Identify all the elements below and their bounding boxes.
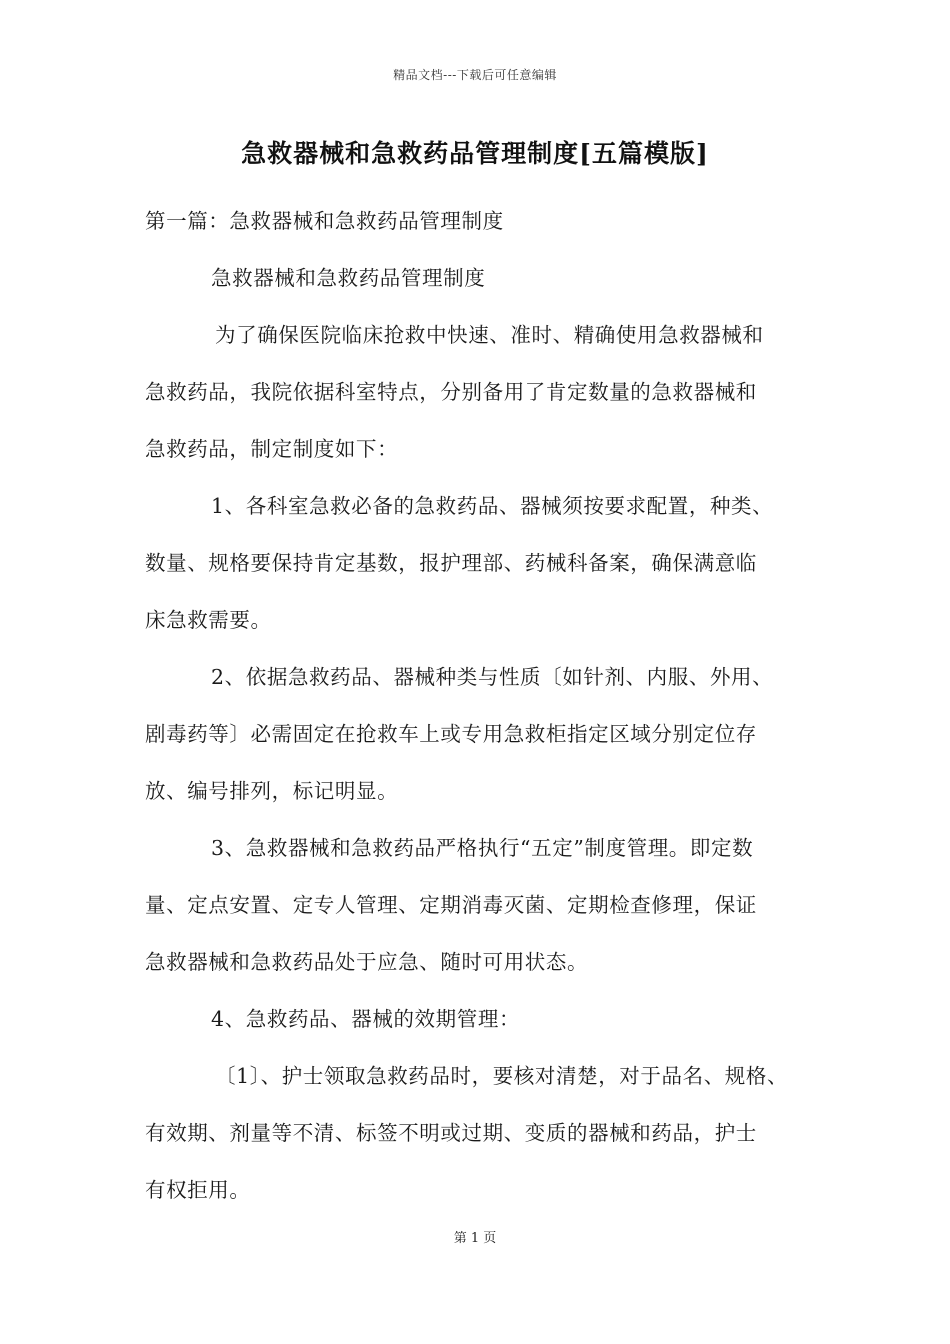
- paragraph-line: 3、急救器械和急救药品严格执行“五定”制度管理。即定数: [211, 836, 754, 860]
- paragraph-line: 放、编号排列，标记明显。: [145, 779, 399, 803]
- header-note: 精品文档---下载后可任意编辑: [393, 68, 557, 82]
- document-title: 急救器械和急救药品管理制度[五篇模版]: [241, 139, 709, 168]
- paragraph-line: 急救器械和急救药品处于应急、随时可用状态。: [145, 950, 589, 974]
- paragraph-line: 1、各科室急救必备的急救药品、器械须按要求配置，种类、: [211, 494, 774, 518]
- subheading: 急救器械和急救药品管理制度: [211, 266, 486, 290]
- paragraph-line: 剧毒药等〕必需固定在抢救车上或专用急救柜指定区域分别定位存: [145, 722, 757, 746]
- paragraph-line: 为了确保医院临床抢救中快速、准时、精确使用急救器械和: [215, 323, 764, 347]
- paragraph-line: 数量、规格要保持肯定基数，报护理部、药械科备案，确保满意临: [145, 551, 757, 575]
- paragraph-line: 量、定点安置、定专人管理、定期消毒灭菌、定期检查修理，保证: [145, 893, 757, 917]
- paragraph-line: 床急救需要。: [145, 608, 272, 632]
- document-body: [145, 204, 817, 1230]
- paragraph-line: 2、依据急救药品、器械种类与性质〔如针剂、内服、外用、: [211, 665, 774, 689]
- paragraph-line: 〔1〕、护士领取急救药品时，要核对清楚，对于品名、规格、: [215, 1064, 789, 1088]
- paragraph-line: 急救药品，制定制度如下：: [145, 437, 399, 461]
- paragraph-line: 4、急救药品、器械的效期管理：: [211, 1007, 521, 1031]
- paragraph-line: 有权拒用。: [145, 1178, 251, 1202]
- page-number: 第 1 页: [453, 1231, 497, 1246]
- section-heading: 第一篇：急救器械和急救药品管理制度: [145, 209, 504, 233]
- paragraph-line: 急救药品，我院依据科室特点，分别备用了肯定数量的急救器械和: [145, 380, 757, 404]
- paragraph-line: 有效期、剂量等不清、标签不明或过期、变质的器械和药品，护士: [145, 1121, 757, 1145]
